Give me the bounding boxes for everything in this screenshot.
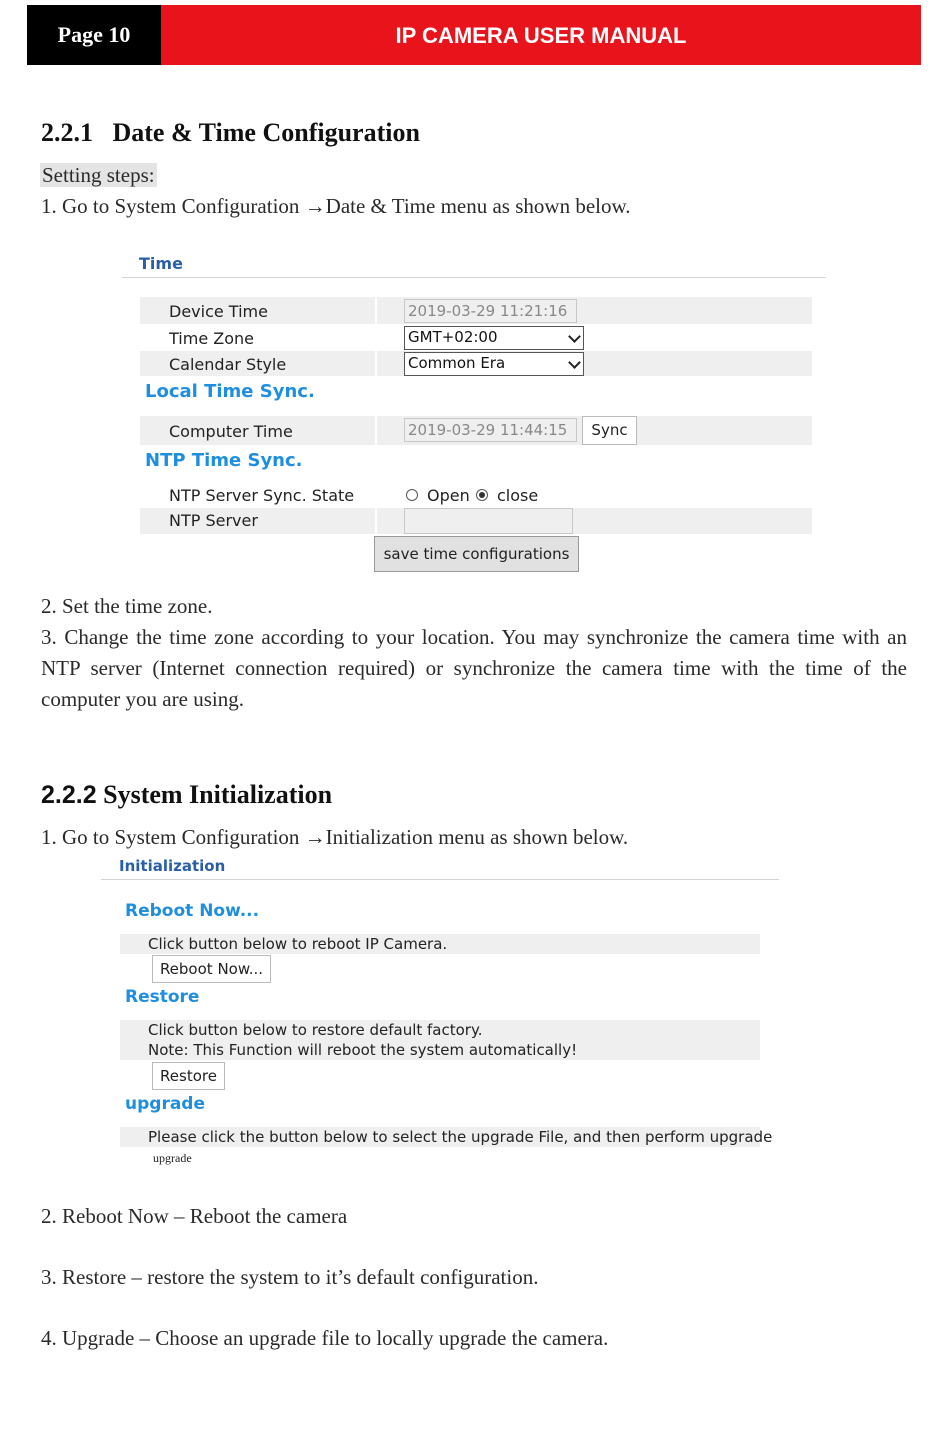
step-text: 2. Reboot Now – Reboot the camera (41, 1204, 348, 1228)
time-zone-value: GMT+02:00 (408, 328, 498, 346)
device-time-label: Device Time (169, 302, 268, 321)
restore-description: Click button below to restore default factory. (148, 1021, 483, 1039)
column-divider (375, 297, 377, 324)
ntp-server-label: NTP Server (169, 511, 258, 530)
time-zone-select[interactable] (404, 326, 584, 350)
reboot-title: Reboot Now... (125, 901, 260, 921)
ntp-state-label: NTP Server Sync. State (169, 486, 355, 505)
ntp-time-sync-title: NTP Time Sync. (145, 450, 303, 471)
restore-button[interactable]: Restore (152, 1062, 225, 1090)
ntp-open-label: Open (427, 486, 470, 505)
step-text: 3. Change the time zone according to your location. You may synchronize the camera time with an NTP server (Internet connection required) or synchronize the camera time with the time of the computer you are using. (41, 625, 907, 711)
ntp-close-label: close (497, 486, 539, 505)
column-divider (375, 351, 377, 376)
section-title: System Initialization (103, 780, 333, 809)
step-text: 3. Restore – restore the system to it’s default configuration. (41, 1265, 539, 1289)
sync-button[interactable]: Sync (582, 416, 637, 445)
step-text: 1. Go to System Configuration →Date & Time menu as shown below. (41, 194, 631, 218)
section-heading-date-time (41, 118, 420, 148)
divider (101, 879, 779, 880)
upgrade-title: upgrade (125, 1094, 205, 1114)
section-number: 2.2.2 (41, 781, 97, 809)
section-number: 2.2.1 (41, 118, 93, 147)
reboot-description: Click button below to reboot IP Camera. (148, 935, 448, 953)
calendar-style-label: Calendar Style (169, 355, 287, 374)
calendar-style-value: Common Era (408, 354, 506, 372)
restore-note: Note: This Function will reboot the system automatically! (148, 1041, 578, 1059)
computer-time-field: 2019-03-29 11:44:15 (404, 418, 577, 442)
step-text: 2. Set the time zone. (41, 594, 213, 618)
chevron-down-icon (568, 330, 581, 343)
step-text: 4. Upgrade – Choose an upgrade file to locally upgrade the camera. (41, 1326, 609, 1350)
setting-steps-label: Setting steps: (42, 163, 155, 187)
upgrade-button[interactable]: upgrade (153, 1151, 192, 1165)
calendar-style-select[interactable] (404, 352, 584, 376)
ntp-open-radio[interactable] (406, 489, 418, 501)
save-time-configurations-button[interactable]: save time configurations (374, 536, 579, 572)
ntp-server-field[interactable] (404, 508, 573, 534)
section-title: Date & Time Configuration (112, 118, 420, 147)
manual-title: IP CAMERA USER MANUAL (161, 5, 921, 65)
panel-title: Time (139, 254, 183, 273)
step-text: 1. Go to System Configuration →Initialization menu as shown below. (41, 825, 629, 849)
ntp-close-radio[interactable] (476, 489, 488, 501)
panel-title: Initialization (119, 857, 226, 875)
local-time-sync-title: Local Time Sync. (145, 381, 315, 402)
column-divider (375, 508, 377, 534)
device-time-field: 2019-03-29 11:21:16 (404, 299, 577, 323)
time-zone-label: Time Zone (169, 329, 254, 348)
divider (122, 277, 826, 278)
computer-time-label: Computer Time (169, 422, 293, 441)
chevron-down-icon (568, 356, 581, 369)
reboot-now-button[interactable]: Reboot Now... (152, 955, 271, 983)
upgrade-description: Please click the button below to select the upgrade File, and then perform upgrade (148, 1128, 773, 1146)
column-divider (375, 416, 377, 445)
section-heading-system-init (41, 780, 332, 810)
restore-title: Restore (125, 987, 200, 1007)
page-number: Page 10 (27, 5, 161, 65)
